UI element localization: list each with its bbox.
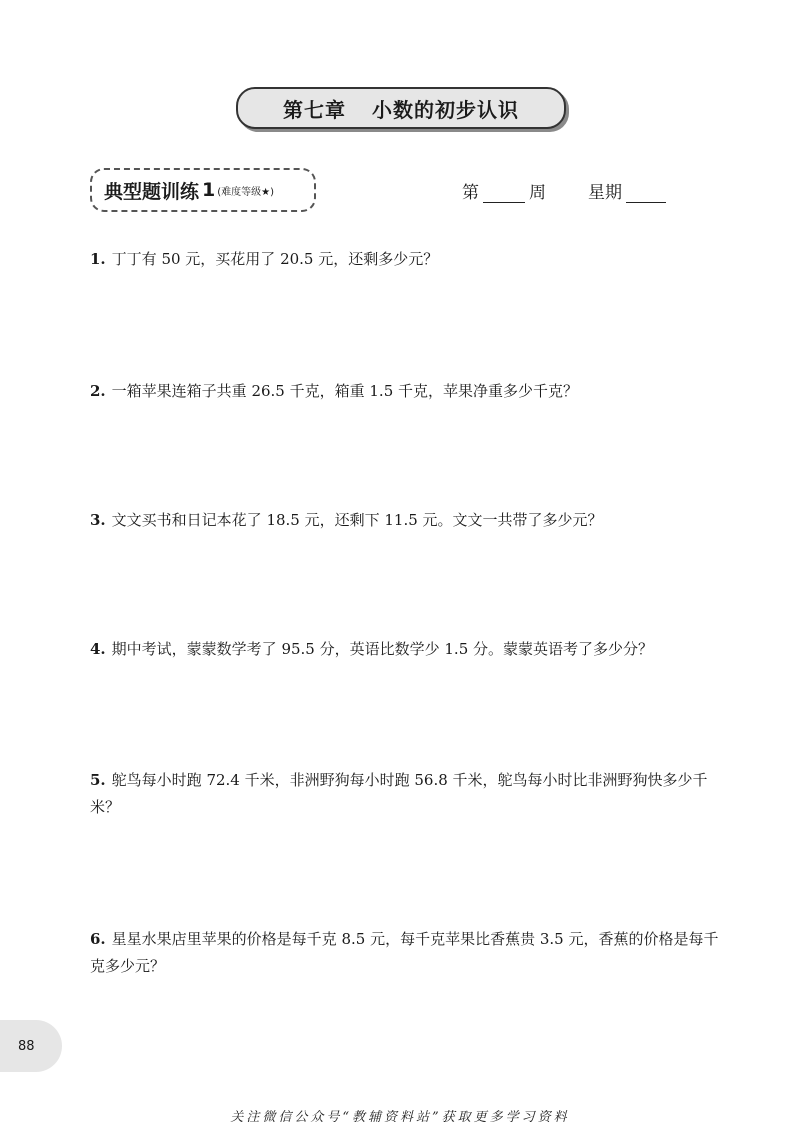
question-number: 5. bbox=[90, 771, 106, 789]
question-number: 4. bbox=[90, 640, 106, 658]
page-number-tab bbox=[0, 1020, 62, 1072]
question-text: 文文买书和日记本花了 18.5 元，还剩下 11.5 元。文文一共带了多少元？ bbox=[111, 511, 603, 529]
difficulty-label: (难度等级★) bbox=[217, 186, 275, 198]
question-number: 1. bbox=[90, 250, 106, 268]
week-prefix: 第 bbox=[462, 183, 479, 203]
question-number: 6. bbox=[90, 930, 106, 948]
weekday-blank[interactable] bbox=[626, 182, 666, 203]
question-number: 3. bbox=[90, 511, 106, 529]
week-blank[interactable] bbox=[483, 182, 525, 203]
chapter-title: 小数的初步认识 bbox=[372, 97, 519, 122]
question-text: 星星水果店里苹果的价格是每千克 8.5 元，每千克苹果比香蕉贵 3.5 元，香蕉的价格是每千克多少元？ bbox=[90, 930, 719, 975]
question-text: 期中考试，蒙蒙数学考了 95.5 分，英语比数学少 1.5 分。蒙蒙英语考了多少分？ bbox=[111, 640, 654, 658]
question-text: 一箱苹果连箱子共重 26.5 千克，箱重 1.5 千克，苹果净重多少千克？ bbox=[111, 382, 579, 400]
section-header bbox=[90, 168, 316, 212]
weekday-label: 星期 bbox=[588, 183, 622, 203]
page-number: 88 bbox=[18, 1038, 35, 1054]
chapter-label: 第七章 bbox=[283, 97, 346, 122]
question-text: 丁丁有 50 元，买花用了 20.5 元，还剩多少元？ bbox=[111, 250, 439, 268]
question-number: 2. bbox=[90, 382, 106, 400]
question-6 bbox=[90, 926, 730, 980]
section-title: 典型题训练 bbox=[104, 180, 200, 203]
week-date-line bbox=[462, 178, 666, 203]
question-3 bbox=[90, 507, 730, 534]
question-4 bbox=[90, 636, 730, 663]
week-label: 周 bbox=[529, 183, 546, 203]
question-text: 鸵鸟每小时跑 72.4 千米，非洲野狗每小时跑 56.8 千米，鸵鸟每小时比非洲野狗快多少千米？ bbox=[90, 771, 708, 816]
footer-note: 关注微信公众号“教辅资料站”获取更多学习资料 bbox=[230, 1110, 570, 1125]
question-5 bbox=[90, 767, 730, 821]
question-2 bbox=[90, 378, 730, 405]
section-number: 1 bbox=[202, 179, 216, 201]
question-1 bbox=[90, 246, 730, 273]
chapter-banner bbox=[236, 87, 566, 129]
